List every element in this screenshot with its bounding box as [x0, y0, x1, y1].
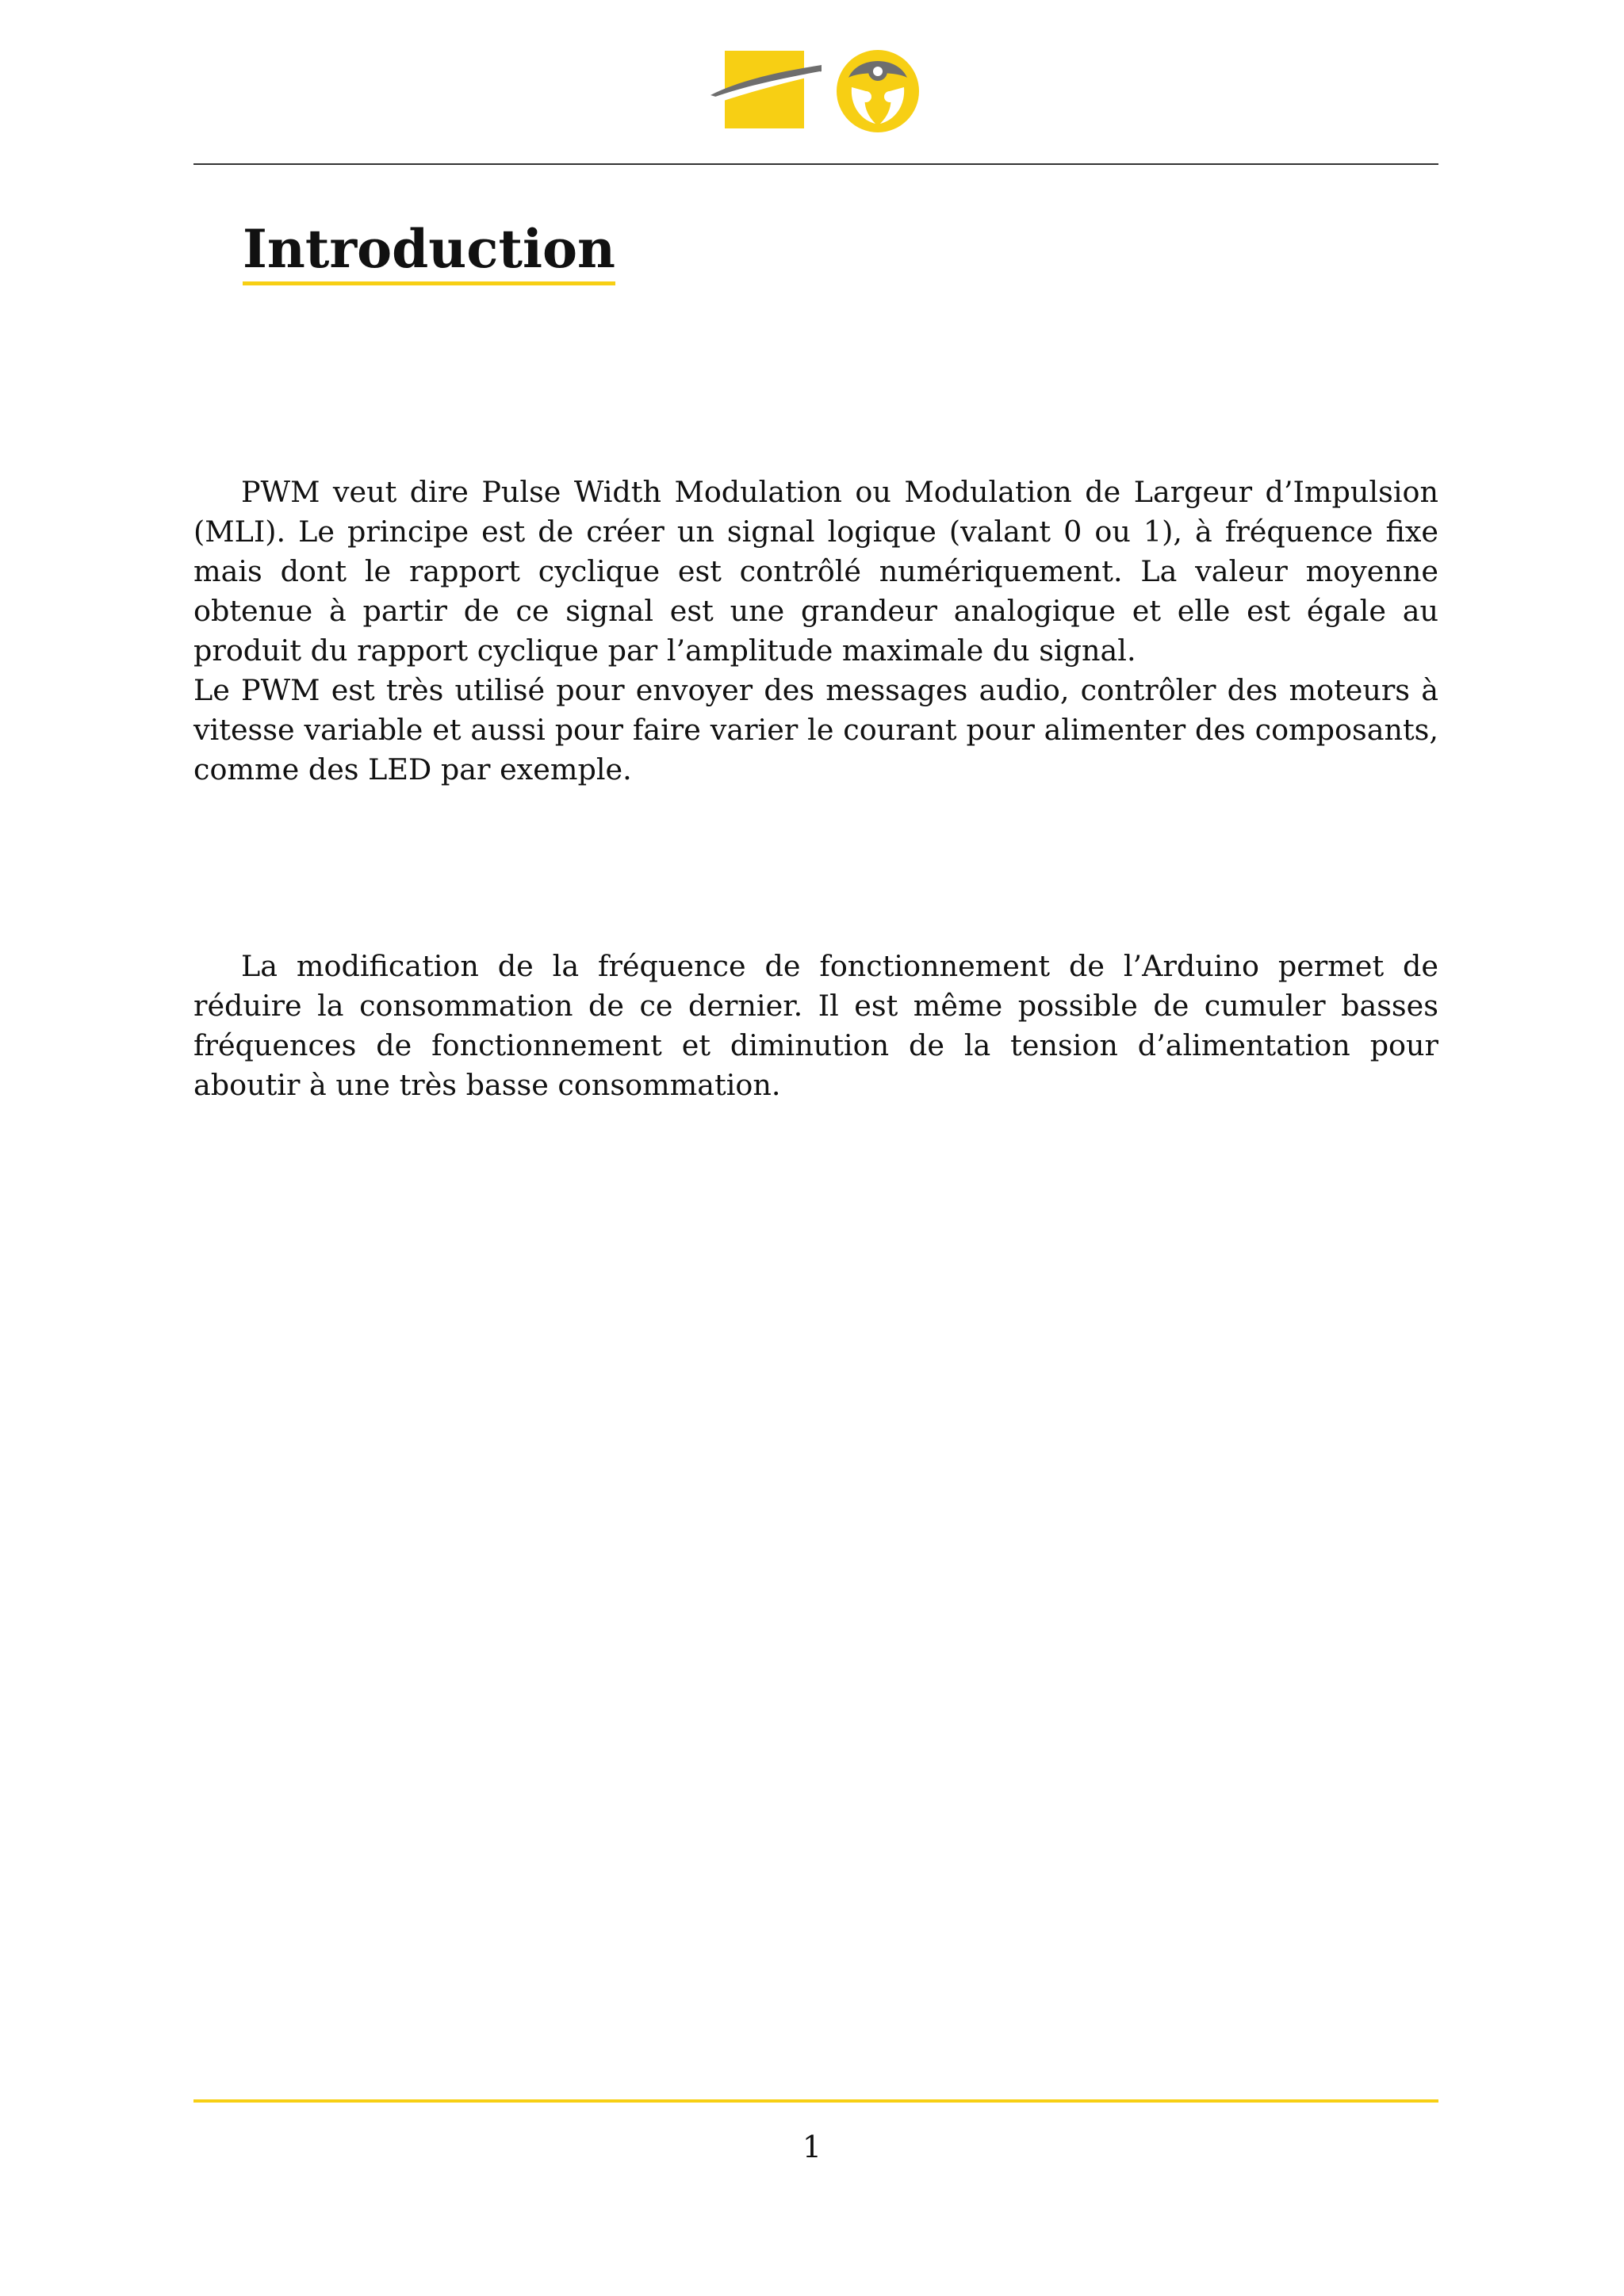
- paragraph-pwm: [193, 473, 1438, 790]
- header-logos: [0, 48, 1624, 143]
- page-number: 1: [802, 2130, 822, 2164]
- paragraph-pwm-text-2: Le PWM est très utilisé pour envoyer des messages audio, contrôler des moteurs à vitesse variable et aussi pour faire varier le courant pour alimenter des composants, comme des LED par exemple.: [193, 673, 1438, 786]
- lab-circle-logo-icon: [834, 48, 921, 135]
- footer-divider: [193, 2099, 1438, 2103]
- paragraph-frequency-text: La modification de la fréquence de fonctionnement de l’Arduino permet de réduire la consommation de ce dernier. Il est même possible de cumuler basses fréquences de fonctionnement et diminution de la tension d’alimentation pour aboutir à une très basse consommation.: [193, 949, 1438, 1102]
- university-wing-logo-icon: [710, 48, 822, 132]
- paragraph-pwm-text-1: PWM veut dire Pulse Width Modulation ou Modulation de Largeur d’Impulsion (MLI). Le principe est de créer un signal logique (valant 0 ou 1), à fréquence fixe mais dont le rapport cyclique est contrôlé numériquement. La valeur moyenne obtenue à partir de ce signal est une grandeur analogique et elle est égale au produit du rapport cyclique par l’amplitude maximale du signal.: [193, 475, 1438, 668]
- paragraph-frequency: [193, 947, 1438, 1105]
- chapter-title: Introduction: [243, 220, 615, 285]
- header-divider: [193, 163, 1438, 165]
